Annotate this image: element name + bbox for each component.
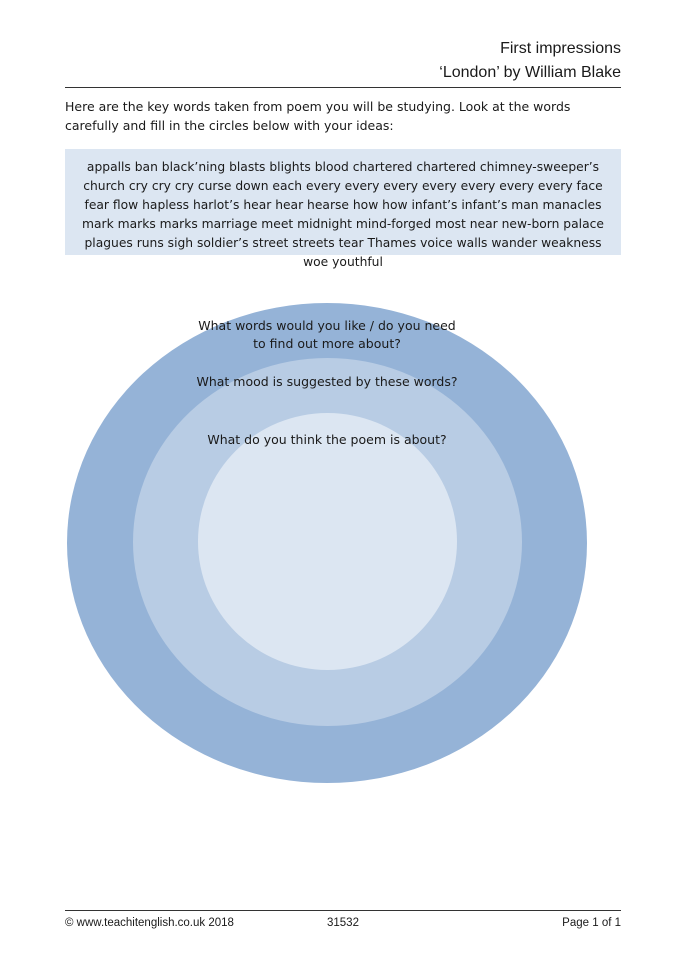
inner-circle-question: What do you think the poem is about? (207, 432, 447, 447)
page-number: Page 1 of 1 (562, 917, 621, 929)
header-divider (65, 87, 621, 88)
instructions: Here are the key words taken from poem you will be studying. Look at the words carefully and fill in the circles below with your ideas: (65, 99, 571, 133)
poem-title: ‘London’ by William Blake (439, 64, 621, 81)
copyright-text: © www.teachitenglish.co.uk 2018 (65, 917, 234, 929)
footer-divider (65, 910, 621, 911)
resource-code: 31532 (327, 917, 359, 929)
outer-circle-question: What words would you like / do you need to find out more about? (198, 318, 456, 351)
worksheet-title: First impressions (500, 40, 621, 57)
middle-circle-question: What mood is suggested by these words? (196, 374, 458, 389)
inner-circle[interactable] (198, 413, 457, 670)
keyword-box: appalls ban black’ning blasts blights blood chartered chartered chimney-sweeper’s church cry cry cry curse down each every every every every every every every face fear flow hapless harlot’s hear hear hearse how how infant’s infant’s man manacles mark marks marks marriage meet midnight mind-forged most near new-born palace plagues runs sigh soldier’s street streets tear Thames voice walls wander weakness woe youthful (65, 149, 621, 255)
page-header (65, 38, 621, 84)
